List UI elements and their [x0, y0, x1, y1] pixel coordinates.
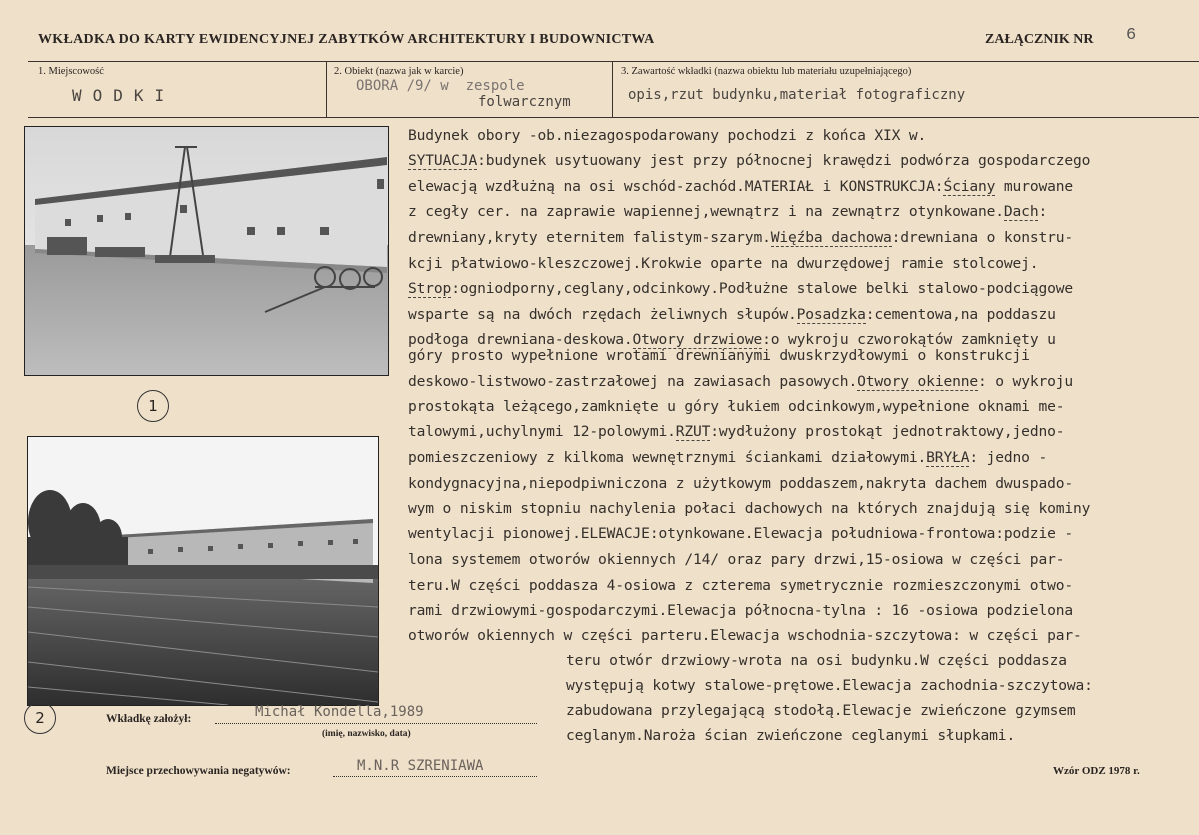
- section-heading: Dach: [1003, 203, 1039, 220]
- form-id: Wzór ODZ 1978 r.: [1053, 765, 1140, 777]
- description-segment: deskowo-listwowo-zastrzałowej na zawiasach pasowych.: [408, 373, 858, 390]
- description-line: [408, 500, 1090, 517]
- description-segment: kondygnacyjna,niepodpiwniczona z użytkowym poddaszem,nakryta dachem dwuspado-: [408, 475, 1073, 492]
- card-title: WKŁADKA DO KARTY EWIDENCYJNEJ ZABYTKÓW ARCHITEKTURY I BUDOWNICTWA: [38, 32, 655, 47]
- description-line: [408, 306, 1056, 323]
- field-divider-2: [612, 61, 613, 117]
- author-value: Michał Kondella,1989: [255, 704, 424, 720]
- description-line: [408, 423, 1064, 440]
- description-segment: kcji płatwiowo-kleszczowej.Krokwie oparte na dwurzędowej ramie stolcowej.: [408, 255, 1039, 272]
- storage-dotted-line: [333, 775, 537, 777]
- description-segment: wym o niskim stopniu nachylenia połaci dachowych na których znajdują się kominy: [408, 500, 1091, 517]
- description-line: [408, 255, 1038, 272]
- photo-2-number: 2: [24, 702, 56, 734]
- description-segment: :o wykroju czworokątów zamknięty u: [762, 331, 1056, 348]
- description-segment: pomieszczeniowy z kilkoma wewnętrznymi ściankami działowymi.: [408, 449, 927, 466]
- section-heading: Posadzka: [796, 306, 866, 323]
- author-dotted-line: [215, 722, 537, 724]
- field-divider-1: [326, 61, 327, 117]
- description-segment: otworów okiennych w części parteru.Elewacja wschodnia-szczytowa: w części par-: [408, 627, 1082, 644]
- section-heading: Więźba dachowa: [770, 229, 892, 246]
- description-segment: murowane: [995, 178, 1074, 195]
- field-3-value: opis,rzut budynku,materiał fotograficzny: [628, 87, 966, 103]
- description-line: [566, 727, 1015, 744]
- description-line: [408, 398, 1064, 415]
- description-segment: Budynek obory -ob.niezagospodarowany pochodzi z końca XIX w.: [408, 127, 927, 144]
- description-segment: :budynek usytuowany jest przy północnej krawędzi podwórza gospodarczego: [477, 152, 1091, 169]
- description-segment: teru otwór drzwiowy-wrota na osi budynku.W części poddasza: [566, 652, 1067, 669]
- section-heading: Otwory okienne: [857, 373, 979, 390]
- description-line: [408, 280, 1073, 297]
- field-3-label: 3. Zawartość wkładki (nazwa obiektu lub materiału uzupełniającego): [621, 66, 912, 77]
- description-segment: :drewniana o konstru-: [891, 229, 1074, 246]
- description-line: [408, 229, 1073, 246]
- description-segment: :: [1038, 203, 1048, 220]
- description-line: [408, 331, 1056, 348]
- description-line: [408, 627, 1082, 644]
- photo-1-barn-courtyard: [24, 126, 389, 376]
- description-segment: zabudowana przylegającą stodołą.Elewacje zwieńczone gzymsem: [566, 702, 1076, 719]
- field-2-label: 2. Obiekt (nazwa jak w karcie): [334, 66, 464, 77]
- description-line: [408, 178, 1073, 195]
- field-1-label: 1. Miejscowość: [38, 66, 104, 77]
- section-heading: Ściany: [943, 178, 996, 195]
- description-segment: drewniany,kryty eternitem falistym-szarym.: [408, 229, 771, 246]
- description-segment: prostokąta leżącego,zamknięte u góry łukiem odcinkowym,wypełnione oknami me-: [408, 398, 1065, 415]
- section-heading: RZUT: [675, 423, 711, 440]
- attachment-number: 6: [1126, 26, 1137, 45]
- attachment-label: ZAŁĄCZNIK NR: [985, 32, 1094, 47]
- description-segment: z cegły cer. na zaprawie wapiennej,wewnątrz i na zewnątrz otynkowane.: [408, 203, 1004, 220]
- description-line: [408, 475, 1073, 492]
- author-hint: (imię, nazwisko, data): [322, 729, 411, 739]
- section-heading: BRYŁA: [926, 449, 970, 466]
- description-segment: występują kotwy stalowe-prętowe.Elewacja zachodnia-szczytowa:: [566, 677, 1093, 694]
- description-segment: wsparte są na dwóch rzędach żeliwnych słupów.: [408, 306, 797, 323]
- table-bottom-rule: [28, 117, 1199, 118]
- description-line: [408, 577, 1073, 594]
- description-line: [408, 152, 1090, 169]
- section-heading: Otwory drzwiowe: [632, 331, 763, 348]
- storage-label: Miejsce przechowywania negatywów:: [106, 765, 291, 777]
- description-segment: talowymi,uchylnymi 12-polowymi.: [408, 423, 676, 440]
- description-line: [408, 449, 1047, 466]
- description-segment: rami drzwiowymi-gospodarczymi.Elewacja północna-tylna : 16 -osiowa podzielona: [408, 602, 1073, 619]
- description-line: [408, 127, 926, 144]
- description-segment: :wydłużony prostokąt jednotraktowy,jedno-: [710, 423, 1065, 440]
- description-line: [566, 652, 1067, 669]
- description-line: [566, 677, 1093, 694]
- photo-1-number: 1: [137, 390, 169, 422]
- field-2-value-line2: folwarcznym: [478, 94, 571, 110]
- section-heading: SYTUACJA: [408, 152, 478, 169]
- section-heading: Strop: [408, 280, 452, 297]
- description-segment: :cementowa,na poddaszu: [865, 306, 1056, 323]
- description-segment: teru.W części poddasza 4-osiowa z czterema symetrycznie rozmieszczonymi otwo-: [408, 577, 1073, 594]
- description-line: [408, 602, 1073, 619]
- description-segment: :ogniodporny,ceglany,odcinkowy.Podłużne stalowe belki stalowo-podciągowe: [451, 280, 1073, 297]
- field-1-value: WODKI: [72, 86, 176, 105]
- description-line: [566, 702, 1076, 719]
- photo-2-barn-field: [27, 436, 379, 706]
- author-label: Wkładkę założył:: [106, 713, 192, 725]
- table-top-rule: [28, 61, 1199, 62]
- description-line: [408, 551, 1064, 568]
- storage-value: M.N.R SZRENIAWA: [357, 758, 484, 774]
- description-line: [408, 373, 1073, 390]
- description-segment: : o wykroju: [978, 373, 1074, 390]
- description-line: [408, 347, 1030, 364]
- description-segment: : jedno -: [969, 449, 1048, 466]
- field-2-value-line1: OBORA /9/ w zespole: [356, 78, 525, 94]
- description-segment: lona systemem otworów okiennych /14/ oraz pary drzwi,15-osiowa w części par-: [408, 551, 1065, 568]
- description-line: [408, 525, 1073, 542]
- description-segment: elewacją wzdłużną na osi wschód-zachód.MATERIAŁ i KONSTRUKCJA:: [408, 178, 944, 195]
- description-segment: góry prosto wypełnione wrotami drewnianymi dwuskrzydłowymi o konstrukcji: [408, 347, 1030, 364]
- description-segment: ceglanym.Naroża ścian zwieńczone ceglanymi słupkami.: [566, 727, 1016, 744]
- description-segment: podłoga drewniana-deskowa.: [408, 331, 633, 348]
- description-line: [408, 203, 1047, 220]
- description-segment: wentylacji pionowej.ELEWACJE:otynkowane.Elewacja południowa-frontowa:podzie -: [408, 525, 1073, 542]
